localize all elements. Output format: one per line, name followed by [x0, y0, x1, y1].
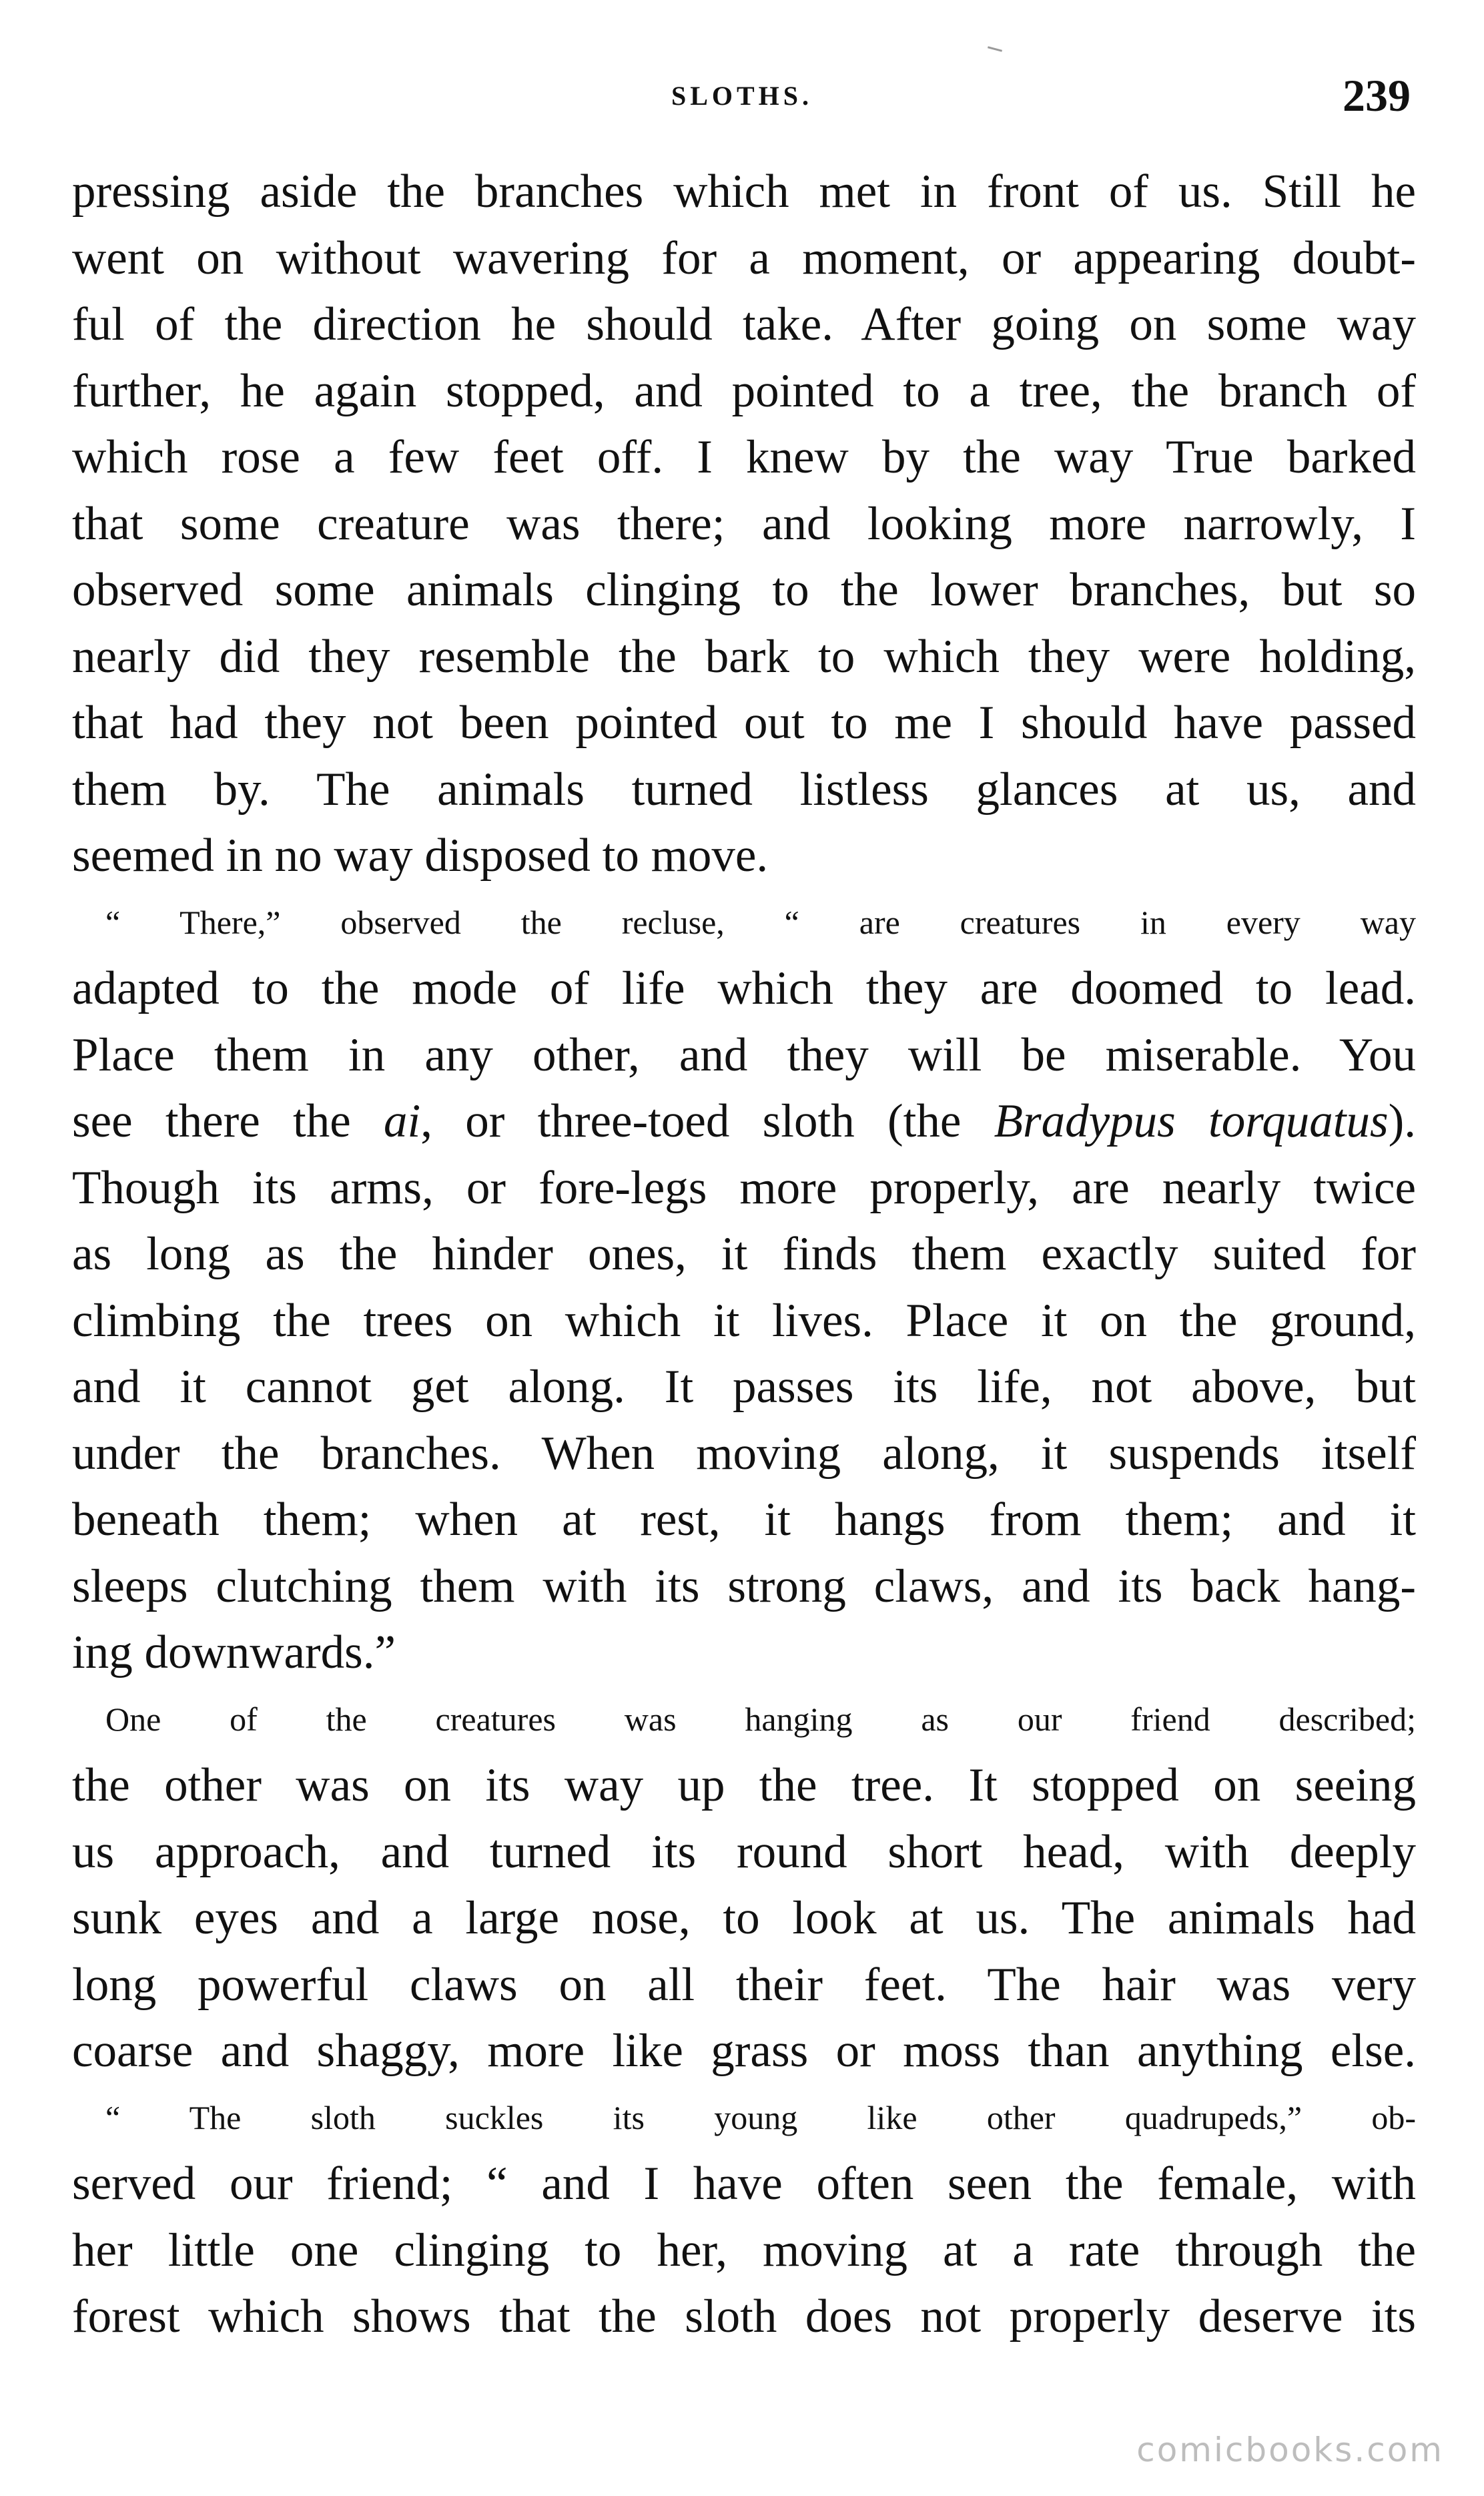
text-line: her little one clinging to her, moving at a rate through the	[72, 2224, 1416, 2276]
text-line: Place them in any other, and they will be miserable. You	[72, 1028, 1416, 1081]
page-header	[67, 70, 1417, 133]
text-line: and it cannot get along. It passes its life, not above, but	[72, 1361, 1416, 1413]
text-line: beneath them; when at rest, it hangs from them; and it	[72, 1494, 1416, 1546]
text-line: see there the ai, or three-toed sloth (the Bradypus torquatus).	[72, 1095, 1416, 1147]
text-line: as long as the hinder ones, it finds them exactly suited for	[72, 1228, 1416, 1280]
text-line: us approach, and turned its round short head, with deeply	[72, 1825, 1416, 1878]
text-line: Though its arms, or fore-legs more properly, are nearly twice	[72, 1161, 1416, 1214]
text-line: forest which shows that the sloth does not properly deserve its	[72, 2290, 1416, 2343]
body-text	[72, 159, 1416, 2351]
text-line: seemed in no way disposed to move.	[72, 830, 769, 882]
text-line: nearly did they resemble the bark to which they were holding,	[72, 630, 1416, 683]
text-line: observed some animals clinging to the lower branches, but so	[72, 564, 1416, 616]
text-line: ing downwards.”	[72, 1626, 396, 1678]
text-line: pressing aside the branches which met in front of us. Still he	[72, 166, 1416, 218]
text-line: further, he again stopped, and pointed to a tree, the branch of	[72, 364, 1416, 417]
text-line: sleeps clutching them with its strong claws, and its back hang-	[72, 1560, 1416, 1612]
text-line: adapted to the mode of life which they are doomed to lead.	[72, 962, 1416, 1014]
text-line: One of the creatures was hanging as our friend described;	[105, 1700, 1416, 1738]
text-line: under the branches. When moving along, it suspends itself	[72, 1427, 1416, 1480]
text-line: coarse and shaggy, more like grass or moss than anything else.	[72, 2025, 1416, 2077]
text-line: the other was on its way up the tree. It stopped on seeing	[72, 1759, 1416, 1811]
watermark: comicbooks.com	[1136, 2431, 1444, 2469]
text-line: “ The sloth suckles its young like other quadrupeds,” ob-	[105, 2098, 1416, 2136]
text-line: which rose a few feet off. I knew by the way True barked	[72, 431, 1416, 483]
text-line: that some creature was there; and looking more narrowly, I	[72, 497, 1416, 550]
text-line: served our friend; “ and I have often seen the female, with	[72, 2158, 1416, 2210]
page-number: 239	[1343, 70, 1411, 121]
text-line: went on without wavering for a moment, or appearing doubt-	[72, 232, 1416, 284]
print-speck	[988, 46, 1002, 52]
running-head: SLOTHS.	[671, 81, 813, 111]
text-line: ful of the direction he should take. After going on some way	[72, 298, 1416, 350]
text-line: sunk eyes and a large nose, to look at us. The animals had	[72, 1892, 1416, 1944]
text-line: long powerful claws on all their feet. The hair was very	[72, 1958, 1416, 2011]
text-line: that had they not been pointed out to me I should have passed	[72, 697, 1416, 749]
text-line: them by. The animals turned listless glances at us, and	[72, 763, 1416, 816]
text-line: climbing the trees on which it lives. Place it on the ground,	[72, 1294, 1416, 1347]
text-line: “ There,” observed the recluse, “ are creatures in every way	[105, 903, 1416, 941]
